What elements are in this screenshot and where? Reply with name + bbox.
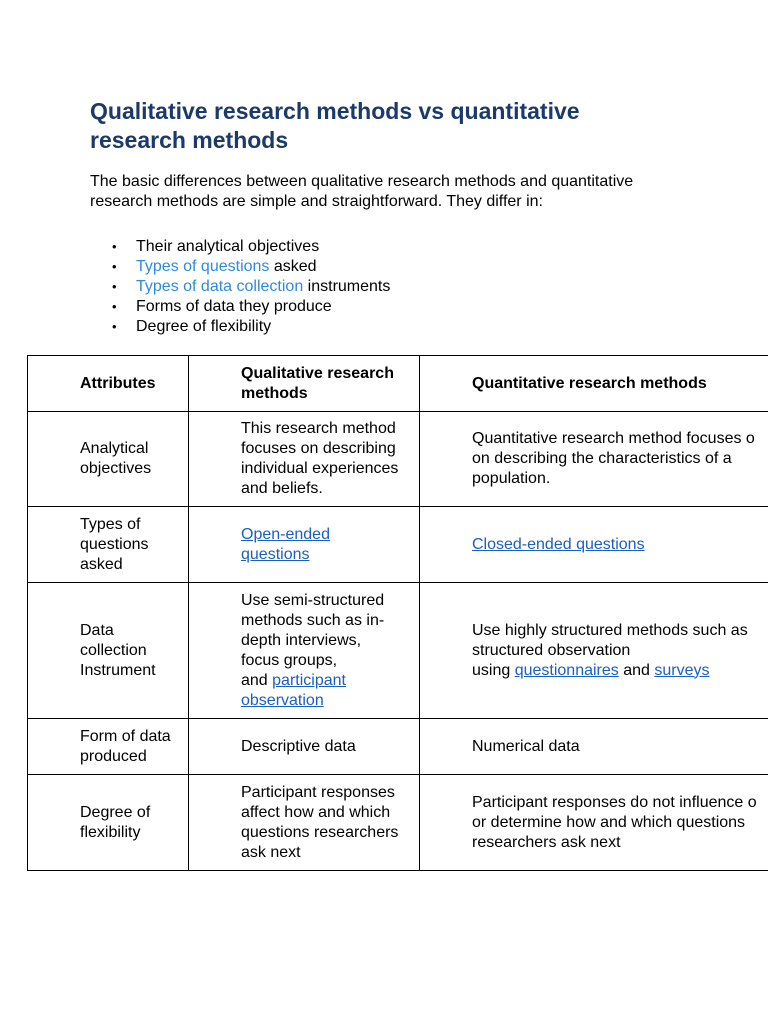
header-quantitative: Quantitative research methods [420,356,768,412]
table-header-row [28,356,768,412]
table-row [28,412,768,507]
list-item: • Forms of data they produce [90,297,390,317]
row-attribute: Form of data produced [28,719,189,775]
row-qualitative-cell: Descriptive data [189,719,420,775]
row-attribute: Types of questions asked [28,507,189,583]
row-quantitative-cell: Numerical data [420,719,768,775]
intro-paragraph: The basic differences between qualitative research methods and quantitative research methods are simple and straightforward. They differ in: [90,173,634,210]
comparison-table [27,355,768,871]
surveys-link[interactable]: surveys [654,661,710,679]
table-row [28,719,768,775]
row-attribute: Degree of flexibility [28,775,189,871]
row-qualitative-cell: Use semi-structured methods such as in- depth interviews, focus groups, and participant observation [189,583,420,719]
row-quantitative-cell [420,507,768,583]
row-quantitative-cell: Use highly structured methods such as structured observation using questionnaires and surveys [420,583,768,719]
participant-observation-link[interactable]: participant observation [241,671,346,709]
list-item: • Degree of flexibility [90,317,390,337]
row-qualitative-cell: This research method focuses on describing individual experiences and beliefs. [189,412,420,507]
list-item: • Types of data collection instruments [90,277,390,297]
row-quantitative-cell: Participant responses do not influence o or determine how and which questions researchers ask next [420,775,768,871]
list-item: • Their analytical objectives [90,237,390,257]
page-title: Qualitative research methods vs quantitative research methods [90,98,580,153]
table-row [28,583,768,719]
types-of-questions-link[interactable]: Types of questions [136,258,270,275]
closed-ended-questions-link[interactable]: Closed-ended questions [472,535,645,553]
header-qualitative: Qualitative research methods [189,356,420,412]
row-attribute: Data collection Instrument [28,583,189,719]
row-attribute: Analytical objectives [28,412,189,507]
open-ended-questions-link[interactable]: Open-ended questions [241,525,330,563]
row-qualitative-cell: Participant responses affect how and which questions researchers ask next [189,775,420,871]
questionnaires-link[interactable]: questionnaires [514,661,619,679]
row-quantitative-cell: Quantitative research method focuses o on describing the characteristics of a population. [420,412,768,507]
row-qualitative-cell [189,507,420,583]
differences-list [90,237,390,337]
types-of-data-collection-link[interactable]: Types of data collection [136,278,304,295]
header-attributes: Attributes [28,356,189,412]
table-row [28,507,768,583]
table-row [28,775,768,871]
list-item: • Types of questions asked [90,257,390,277]
